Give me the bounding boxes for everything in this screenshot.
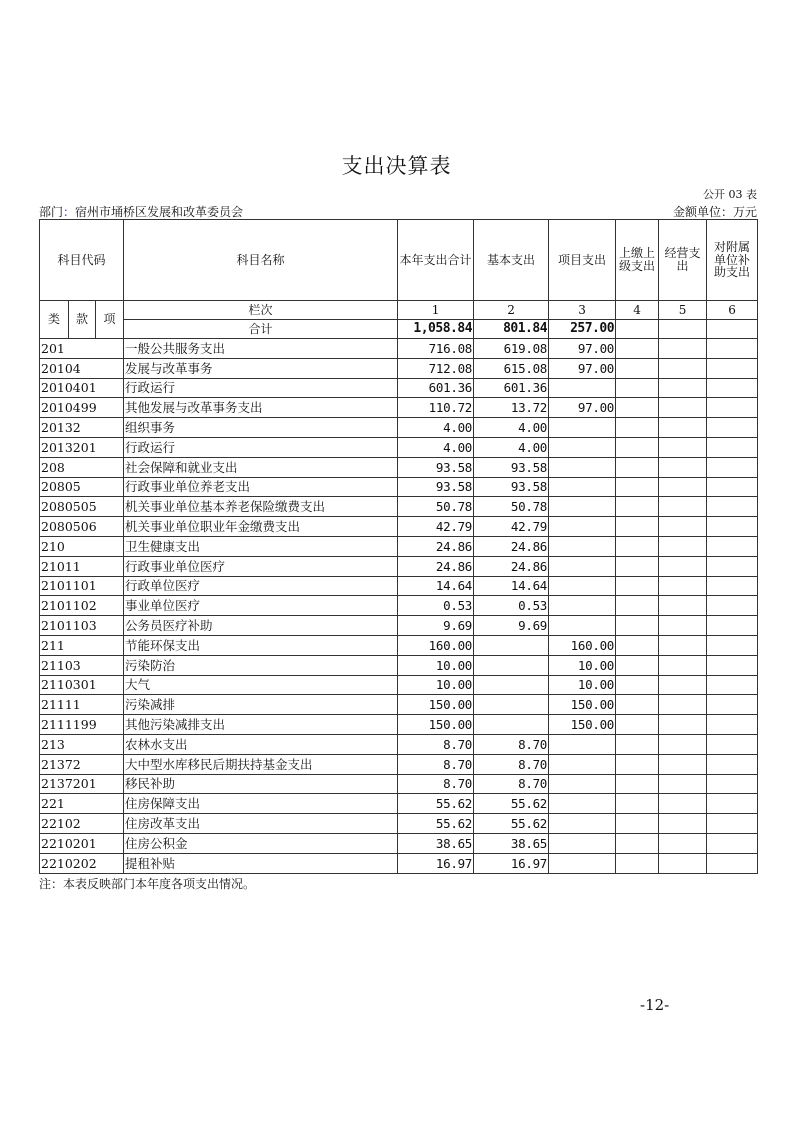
row-project: 150.00 <box>549 715 616 735</box>
row-basic: 0.53 <box>474 596 549 616</box>
table-row <box>40 715 758 735</box>
table-row <box>40 398 758 418</box>
row-subsidy <box>707 358 758 378</box>
row-project <box>549 497 616 517</box>
row-project: 10.00 <box>549 655 616 675</box>
row-project <box>549 833 616 853</box>
row-operating <box>659 536 707 556</box>
row-upper <box>616 418 659 438</box>
row-code: 2010401 <box>40 378 124 398</box>
row-upper <box>616 635 659 655</box>
row-upper <box>616 814 659 834</box>
row-subsidy <box>707 517 758 537</box>
header-basic: 基本支出 <box>474 220 549 301</box>
department-colon: ： <box>63 205 76 219</box>
row-subsidy <box>707 635 758 655</box>
row-name: 机关事业单位基本养老保险缴费支出 <box>124 497 398 517</box>
table-row <box>40 853 758 873</box>
row-project <box>549 536 616 556</box>
row-name: 组织事务 <box>124 418 398 438</box>
header-name: 科目名称 <box>124 220 398 301</box>
row-operating <box>659 715 707 735</box>
row-basic: 16.97 <box>474 853 549 873</box>
row-name: 其他污染减排支出 <box>124 715 398 735</box>
row-total: 8.70 <box>398 774 474 794</box>
row-subsidy <box>707 833 758 853</box>
row-operating <box>659 814 707 834</box>
row-project <box>549 754 616 774</box>
row-name: 社会保障和就业支出 <box>124 457 398 477</box>
row-basic: 14.64 <box>474 576 549 596</box>
row-upper <box>616 437 659 457</box>
row-code: 2101103 <box>40 616 124 636</box>
row-code: 21011 <box>40 556 124 576</box>
row-name: 农林水支出 <box>124 734 398 754</box>
row-subsidy <box>707 774 758 794</box>
row-code: 2010499 <box>40 398 124 418</box>
row-upper <box>616 339 659 359</box>
row-subsidy <box>707 536 758 556</box>
row-total: 150.00 <box>398 715 474 735</box>
row-subsidy <box>707 418 758 438</box>
row-name: 发展与改革事务 <box>124 358 398 378</box>
row-operating <box>659 853 707 873</box>
row-subsidy <box>707 853 758 873</box>
row-name: 大中型水库移民后期扶持基金支出 <box>124 754 398 774</box>
table-row <box>40 774 758 794</box>
row-operating <box>659 339 707 359</box>
row-code: 2210202 <box>40 853 124 873</box>
row-total: 0.53 <box>398 596 474 616</box>
row-project <box>549 457 616 477</box>
row-project <box>549 616 616 636</box>
row-subsidy <box>707 457 758 477</box>
header-operating: 经营支出 <box>659 220 707 301</box>
row-code: 22102 <box>40 814 124 834</box>
row-upper <box>616 477 659 497</box>
table-row <box>40 754 758 774</box>
header-xiang: 项 <box>96 301 124 339</box>
row-basic: 9.69 <box>474 616 549 636</box>
amount-unit: 金额单位：万元 <box>672 205 757 219</box>
row-code: 2101102 <box>40 596 124 616</box>
row-operating <box>659 437 707 457</box>
row-operating <box>659 695 707 715</box>
row-code: 21372 <box>40 754 124 774</box>
row-upper <box>616 536 659 556</box>
row-subsidy <box>707 477 758 497</box>
row-operating <box>659 635 707 655</box>
row-name: 住房改革支出 <box>124 814 398 834</box>
table-row <box>40 695 758 715</box>
row-name: 污染防治 <box>124 655 398 675</box>
row-basic: 55.62 <box>474 814 549 834</box>
row-project <box>549 734 616 754</box>
header-total: 本年支出合计 <box>398 220 474 301</box>
row-project <box>549 477 616 497</box>
row-basic: 8.70 <box>474 734 549 754</box>
row-operating <box>659 596 707 616</box>
row-operating <box>659 833 707 853</box>
row-upper <box>616 596 659 616</box>
total-upper <box>616 320 659 339</box>
row-upper <box>616 358 659 378</box>
table-row <box>40 675 758 695</box>
row-total: 16.97 <box>398 853 474 873</box>
row-subsidy <box>707 715 758 735</box>
row-subsidy <box>707 616 758 636</box>
row-name: 提租补贴 <box>124 853 398 873</box>
row-code: 20805 <box>40 477 124 497</box>
row-project: 150.00 <box>549 695 616 715</box>
row-upper <box>616 734 659 754</box>
row-name: 一般公共服务支出 <box>124 339 398 359</box>
row-project <box>549 437 616 457</box>
row-upper <box>616 853 659 873</box>
row-code: 2111199 <box>40 715 124 735</box>
row-basic: 38.65 <box>474 833 549 853</box>
row-name: 行政运行 <box>124 378 398 398</box>
row-code: 2080506 <box>40 517 124 537</box>
row-code: 201 <box>40 339 124 359</box>
row-upper <box>616 556 659 576</box>
row-subsidy <box>707 734 758 754</box>
row-operating <box>659 517 707 537</box>
row-total: 4.00 <box>398 437 474 457</box>
table-row <box>40 517 758 537</box>
row-project: 10.00 <box>549 675 616 695</box>
row-operating <box>659 378 707 398</box>
row-basic: 24.86 <box>474 536 549 556</box>
col-number-5: 5 <box>659 301 707 320</box>
row-code: 2210201 <box>40 833 124 853</box>
form-number: 公开 03 表 <box>703 188 757 201</box>
col-number-3: 3 <box>549 301 616 320</box>
row-total: 14.64 <box>398 576 474 596</box>
row-basic: 93.58 <box>474 457 549 477</box>
department-label: 部门 <box>39 205 64 219</box>
row-subsidy <box>707 398 758 418</box>
row-subsidy <box>707 576 758 596</box>
header-lanci: 栏次 <box>124 301 398 320</box>
row-subsidy <box>707 497 758 517</box>
row-project <box>549 596 616 616</box>
table-row <box>40 378 758 398</box>
row-operating <box>659 418 707 438</box>
row-project <box>549 378 616 398</box>
row-code: 2013201 <box>40 437 124 457</box>
header-row <box>40 220 758 301</box>
table-body <box>40 339 758 874</box>
table-row <box>40 616 758 636</box>
total-row <box>40 320 758 339</box>
row-project: 97.00 <box>549 339 616 359</box>
row-name: 行政事业单位医疗 <box>124 556 398 576</box>
row-basic: 4.00 <box>474 437 549 457</box>
row-basic <box>474 715 549 735</box>
row-subsidy <box>707 655 758 675</box>
row-subsidy <box>707 794 758 814</box>
row-basic <box>474 655 549 675</box>
row-basic: 13.72 <box>474 398 549 418</box>
row-upper <box>616 517 659 537</box>
row-name: 卫生健康支出 <box>124 536 398 556</box>
row-name: 其他发展与改革事务支出 <box>124 398 398 418</box>
table-row <box>40 655 758 675</box>
row-total: 55.62 <box>398 814 474 834</box>
row-operating <box>659 398 707 418</box>
row-basic <box>474 695 549 715</box>
row-total: 8.70 <box>398 734 474 754</box>
row-upper <box>616 754 659 774</box>
table-row <box>40 734 758 754</box>
table-row <box>40 576 758 596</box>
row-total: 10.00 <box>398 655 474 675</box>
row-basic: 50.78 <box>474 497 549 517</box>
table-row <box>40 418 758 438</box>
header-subsidy: 对附属单位补助支出 <box>707 220 758 301</box>
row-basic: 615.08 <box>474 358 549 378</box>
row-project <box>549 556 616 576</box>
row-project: 97.00 <box>549 398 616 418</box>
department-name: 宿州市埇桥区发展和改革委员会 <box>75 205 244 219</box>
row-total: 50.78 <box>398 497 474 517</box>
row-upper <box>616 774 659 794</box>
row-name: 事业单位医疗 <box>124 596 398 616</box>
row-total: 93.58 <box>398 477 474 497</box>
row-operating <box>659 358 707 378</box>
row-code: 213 <box>40 734 124 754</box>
row-operating <box>659 675 707 695</box>
row-total: 712.08 <box>398 358 474 378</box>
row-basic <box>474 635 549 655</box>
total-operating <box>659 320 707 339</box>
column-number-row <box>40 301 758 320</box>
row-total: 150.00 <box>398 695 474 715</box>
header-lei: 类 <box>40 301 69 339</box>
row-upper <box>616 457 659 477</box>
table-row <box>40 536 758 556</box>
expenditure-table <box>39 219 758 874</box>
row-total: 4.00 <box>398 418 474 438</box>
row-subsidy <box>707 754 758 774</box>
row-subsidy <box>707 339 758 359</box>
page-number: -12- <box>640 996 670 1014</box>
row-code: 21103 <box>40 655 124 675</box>
row-name: 住房公积金 <box>124 833 398 853</box>
row-basic: 4.00 <box>474 418 549 438</box>
row-operating <box>659 655 707 675</box>
row-basic: 24.86 <box>474 556 549 576</box>
row-total: 601.36 <box>398 378 474 398</box>
row-upper <box>616 655 659 675</box>
row-basic: 55.62 <box>474 794 549 814</box>
table-row <box>40 477 758 497</box>
header-code: 科目代码 <box>40 220 124 301</box>
row-operating <box>659 457 707 477</box>
row-basic: 93.58 <box>474 477 549 497</box>
row-upper <box>616 398 659 418</box>
row-upper <box>616 675 659 695</box>
table-row <box>40 596 758 616</box>
row-subsidy <box>707 556 758 576</box>
row-upper <box>616 378 659 398</box>
table-row <box>40 339 758 359</box>
row-upper <box>616 833 659 853</box>
row-operating <box>659 576 707 596</box>
row-total: 10.00 <box>398 675 474 695</box>
row-total: 8.70 <box>398 754 474 774</box>
row-project <box>549 853 616 873</box>
row-basic: 601.36 <box>474 378 549 398</box>
row-total: 716.08 <box>398 339 474 359</box>
header-kuan: 款 <box>69 301 96 339</box>
row-project <box>549 814 616 834</box>
row-upper <box>616 576 659 596</box>
row-project <box>549 576 616 596</box>
department-line <box>39 203 243 220</box>
row-basic: 42.79 <box>474 517 549 537</box>
row-name: 公务员医疗补助 <box>124 616 398 636</box>
row-project: 160.00 <box>549 635 616 655</box>
row-total: 24.86 <box>398 536 474 556</box>
row-code: 20132 <box>40 418 124 438</box>
row-project <box>549 517 616 537</box>
col-number-6: 6 <box>707 301 758 320</box>
row-code: 210 <box>40 536 124 556</box>
header-upper: 上缴上级支出 <box>616 220 659 301</box>
row-upper <box>616 794 659 814</box>
row-operating <box>659 754 707 774</box>
table-row <box>40 635 758 655</box>
row-operating <box>659 477 707 497</box>
col-number-1: 1 <box>398 301 474 320</box>
row-operating <box>659 774 707 794</box>
row-project <box>549 418 616 438</box>
row-subsidy <box>707 695 758 715</box>
table-row <box>40 794 758 814</box>
row-code: 2101101 <box>40 576 124 596</box>
row-operating <box>659 794 707 814</box>
row-name: 住房保障支出 <box>124 794 398 814</box>
row-name: 节能环保支出 <box>124 635 398 655</box>
row-total: 9.69 <box>398 616 474 636</box>
table-row <box>40 457 758 477</box>
table-row <box>40 814 758 834</box>
row-name: 机关事业单位职业年金缴费支出 <box>124 517 398 537</box>
row-total: 42.79 <box>398 517 474 537</box>
row-subsidy <box>707 378 758 398</box>
table-row <box>40 437 758 457</box>
row-basic: 619.08 <box>474 339 549 359</box>
page-title: 支出决算表 <box>341 154 452 178</box>
row-total: 110.72 <box>398 398 474 418</box>
row-code: 20104 <box>40 358 124 378</box>
row-total: 93.58 <box>398 457 474 477</box>
row-upper <box>616 695 659 715</box>
row-code: 221 <box>40 794 124 814</box>
row-operating <box>659 734 707 754</box>
row-total: 24.86 <box>398 556 474 576</box>
col-number-4: 4 <box>616 301 659 320</box>
row-name: 行政事业单位养老支出 <box>124 477 398 497</box>
row-total: 160.00 <box>398 635 474 655</box>
row-basic: 8.70 <box>474 754 549 774</box>
total-label: 合计 <box>124 320 398 339</box>
total-basic: 801.84 <box>474 320 549 339</box>
row-total: 55.62 <box>398 794 474 814</box>
row-operating <box>659 616 707 636</box>
row-code: 2110301 <box>40 675 124 695</box>
row-subsidy <box>707 437 758 457</box>
row-upper <box>616 616 659 636</box>
total-project: 257.00 <box>549 320 616 339</box>
row-name: 大气 <box>124 675 398 695</box>
row-operating <box>659 497 707 517</box>
header-project: 项目支出 <box>549 220 616 301</box>
row-code: 208 <box>40 457 124 477</box>
table-row <box>40 556 758 576</box>
row-code: 21111 <box>40 695 124 715</box>
row-basic <box>474 675 549 695</box>
row-code: 2137201 <box>40 774 124 794</box>
table-row <box>40 497 758 517</box>
row-subsidy <box>707 675 758 695</box>
row-subsidy <box>707 814 758 834</box>
row-upper <box>616 497 659 517</box>
col-number-2: 2 <box>474 301 549 320</box>
table-row <box>40 833 758 853</box>
row-operating <box>659 556 707 576</box>
row-basic: 8.70 <box>474 774 549 794</box>
row-name: 污染减排 <box>124 695 398 715</box>
row-total: 38.65 <box>398 833 474 853</box>
table-note: 注：本表反映部门本年度各项支出情况。 <box>39 877 256 891</box>
table-row <box>40 358 758 378</box>
row-project <box>549 794 616 814</box>
row-project <box>549 774 616 794</box>
row-upper <box>616 715 659 735</box>
row-code: 211 <box>40 635 124 655</box>
row-name: 行政运行 <box>124 437 398 457</box>
row-code: 2080505 <box>40 497 124 517</box>
total-value: 1,058.84 <box>398 320 474 339</box>
row-name: 移民补助 <box>124 774 398 794</box>
row-project: 97.00 <box>549 358 616 378</box>
total-subsidy <box>707 320 758 339</box>
row-subsidy <box>707 596 758 616</box>
row-name: 行政单位医疗 <box>124 576 398 596</box>
